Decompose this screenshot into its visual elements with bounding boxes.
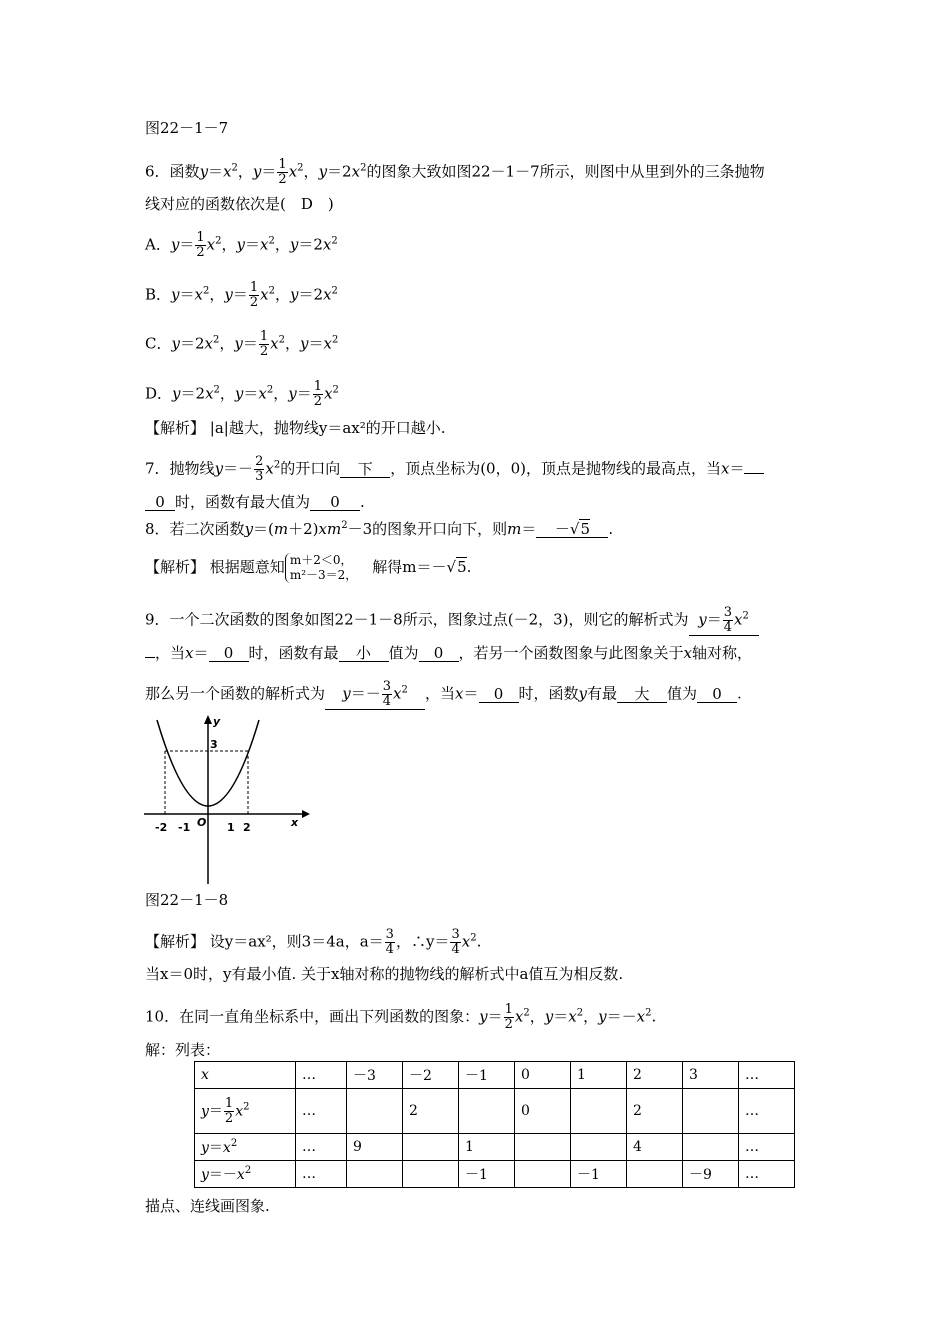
origin-label: O (197, 816, 207, 829)
parabola-figure (140, 712, 315, 887)
q9-answer-6: 0 (479, 686, 519, 703)
x-tick-neg1: -1 (178, 821, 191, 834)
y-tick-3: 3 (210, 738, 218, 751)
q9-answer-2: 0 (209, 645, 249, 662)
q9-line2: ，当x＝ 0 时，函数有最 小 值为 0 ，若另一个函数图象与此图象关于x轴对称， (145, 643, 752, 663)
y-axis-label: y (213, 715, 221, 728)
table-row: $y=-x^2$ … －1 －1 －9 … (195, 1161, 795, 1188)
q7-answer-1: 下 (340, 461, 390, 478)
q9-analysis-line1: 【解析】 设y＝ax²，则3＝4a，a＝ $\frac{3}{4}$ ，∴y＝ $\frac{3}{4}$ $x^2$. (145, 927, 482, 957)
q9-analysis-line2: 当x＝0时，y有最小值. 关于x轴对称的抛物线的解析式中a值互为相反数. (145, 965, 624, 983)
figure-caption-7: 图22－1－7 (145, 119, 229, 137)
q7-answer-2: 0 (145, 494, 175, 511)
q10-footer: 描点、连线画图象. (145, 1197, 270, 1215)
q9-answer-5: y＝－ $\frac{3}{4}$ $x^2$ (325, 680, 425, 710)
q10-solution: 解：列表： (145, 1041, 221, 1059)
q9-answer-8: 0 (697, 686, 737, 703)
q6-option-c: C．$y=2x^2$，y＝ $\frac{1}{2}$ $x^2$，$y=x^2$ (145, 329, 339, 359)
q8-answer: －√5 (536, 521, 608, 538)
q9-answer-4: 0 (419, 645, 459, 662)
q9-answer-3: 小 (339, 645, 389, 662)
q7-answer-3: 0 (310, 494, 360, 511)
q6-line1: 6．函数$y=x^2$，y＝ $\frac{1}{2}$ $x^2$，$y=2x^2$的图象大致如图22－1－7所示，则图中从里到外的三条抛物 (145, 157, 765, 187)
q8-line1: 8．若二次函数$y=(m+2)xm^2-3$的图象开口向下，则m＝ －√5 . (145, 520, 614, 538)
table-row: $y=x^2$ … 9 1 4 … (195, 1134, 795, 1161)
x-axis-label: x (291, 816, 299, 829)
q9-line3: 那么另一个函数的解析式为 y＝－ $\frac{3}{4}$ $x^2$ ，当x＝ 0 时，函数y有最 大 值为 0 . (145, 679, 742, 709)
figure-caption-8: 图22－1－8 (145, 891, 229, 909)
q6-option-b: B．$y=x^2$，y＝ $\frac{1}{2}$ $x^2$，$y=2x^2$ (145, 280, 338, 310)
q6-option-a: A．y＝ $\frac{1}{2}$ $x^2$，$y=x^2$，$y=2x^2$ (145, 230, 338, 260)
q9-answer-7: 大 (617, 686, 667, 703)
value-table (194, 1061, 795, 1188)
q10-line1: 10．在同一直角坐标系中，画出下列函数的图象：y＝ $\frac{1}{2}$ $x^2$，$y=x^2$，$y=-x^2$. (145, 1002, 657, 1032)
table-row: x … －3 －2 －1 0 1 2 3 … (195, 1062, 795, 1089)
q6-analysis: 【解析】 |a|越大，抛物线y＝ax²的开口越小. (145, 419, 446, 437)
q9-answer-1: y＝ $\frac{3}{4}$ $x^2$ (689, 606, 759, 636)
q6-option-d: D．$y=2x^2$，$y=x^2$，y＝ $\frac{1}{2}$ $x^2$ (145, 379, 339, 409)
x-tick-2: 2 (243, 821, 251, 834)
q7-line1: 7．抛物线y＝－ $\frac{2}{3}$ $x^2$的开口向 下 ，顶点坐标为(0，0)，顶点是抛物线的最高点，当x＝ (145, 455, 764, 484)
x-tick-1: 1 (227, 821, 235, 834)
q7-line2: 0 时，函数有最大值为 0 . (145, 492, 365, 512)
q8-analysis: 【解析】 根据题意知 m＋2＜0， m²－3＝2， 解得m＝－√5. (145, 553, 472, 582)
q9-line1: 9．一个二次函数的图象如图22－1－8所示，图象过点(－2，3)，则它的解析式为 y＝ $\frac{3}{4}$ $x^2$ (145, 606, 759, 636)
table-row: y＝ $\frac{1}{2}$ $x^2$ … 2 0 2 … (195, 1089, 795, 1134)
q6-line2: 线对应的函数依次是( D ) (145, 195, 334, 213)
x-tick-neg2: -2 (155, 821, 168, 834)
